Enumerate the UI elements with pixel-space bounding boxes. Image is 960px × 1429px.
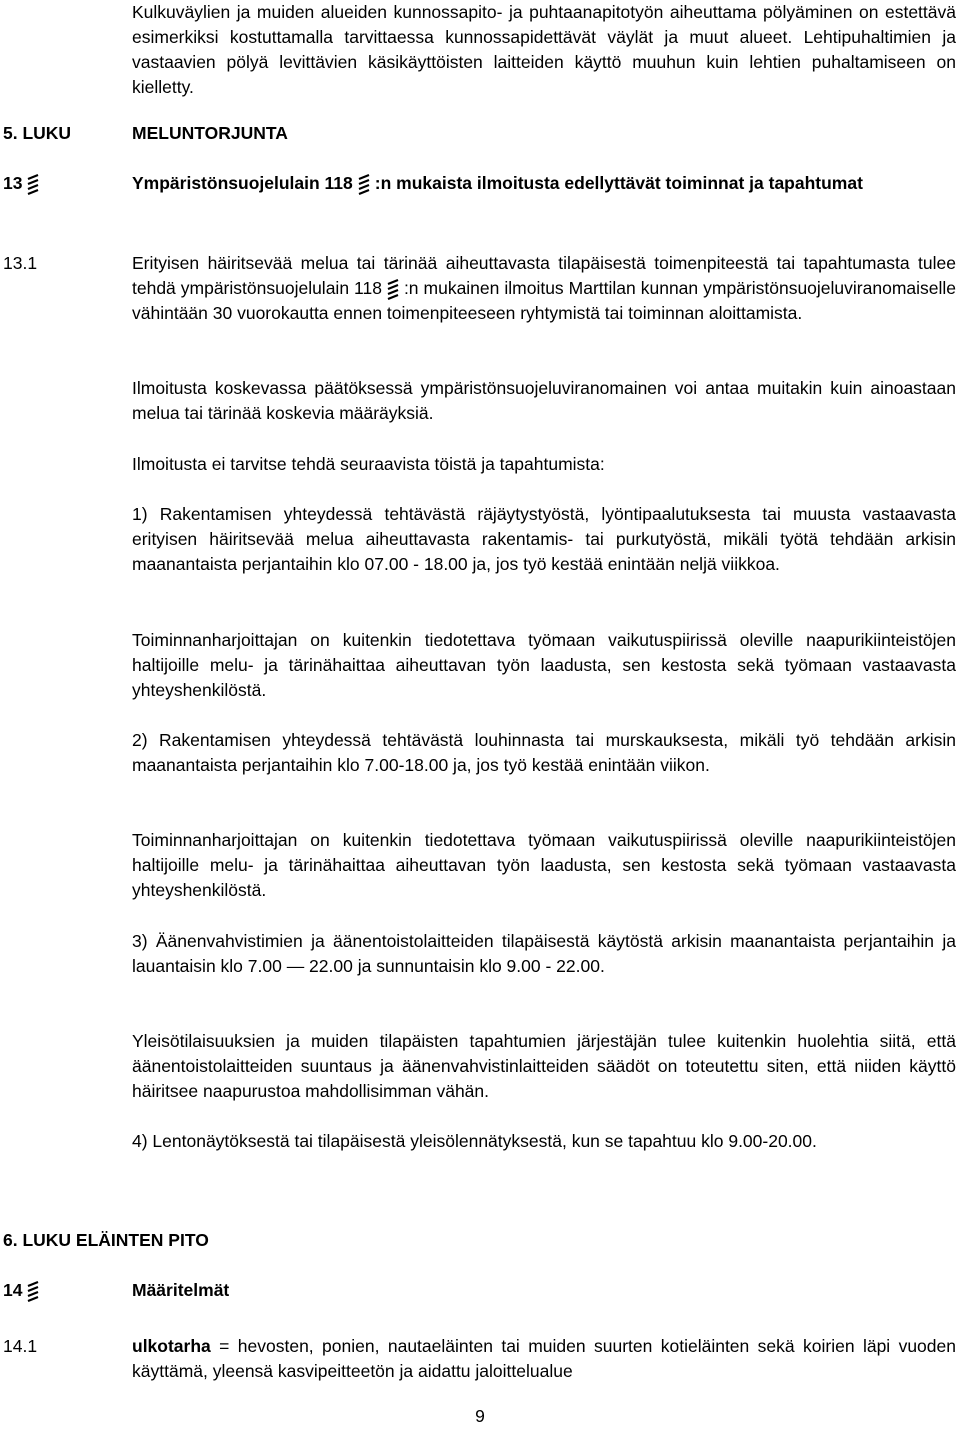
section-sign-icon: [26, 173, 40, 195]
section-title: Määritelmät: [132, 1280, 230, 1300]
subsection-number: 14.1: [3, 1336, 38, 1356]
list-item-1: 1) Rakentamisen yhteydessä tehtävästä räjäytystyöstä, lyöntipaalutuksesta tai muusta vastaavasta erityisen häiritsevää melua aiheuttavasta rakentamis- tai purkutyöstä, mikäli työtä tehdään arkisin maanantaista perjantaihin klo 07.00 - 18.00 ja, jos työ kestää enintään neljä viikkoa.: [132, 504, 956, 574]
section-number: 14: [3, 1278, 44, 1303]
paragraph-operator-notice-2: Toiminnanharjoittajan on kuitenkin tiedotettava työmaan vaikutuspiirissä oleville naapurikiinteistöjen haltijoille melu- ja tärinähaittaa aiheuttavan työn laadusta, sen kestosta sekä työmaan vastaavasta yhteyshenkilöstä.: [132, 830, 956, 900]
chapter-title: MELUNTORJUNTA: [132, 123, 288, 143]
paragraph-decision: Ilmoitusta koskevassa päätöksessä ympäristönsuojeluviranomainen voi antaa muitakin kuin ainoastaan melua tai tärinää koskevia määräyksiä.: [132, 378, 956, 423]
subsection-text: ulkotarha = hevosten, ponien, nautaeläinten tai muiden suurten kotieläinten sekä koirien läpi vuoden käyttämä, yleensä kasvipeitteetön ja aidattu jaloittelualue: [132, 1336, 956, 1381]
subsection-text: Erityisen häiritsevää melua tai tärinää aiheuttavasta tilapäisestä toimenpiteestä tai tapahtumasta tulee tehdä ympäristönsuojelulain 118 :n mukainen ilmoitus Marttilan kunnan ympäristönsuojeluviranomaiselle vähintään 30 vuorokautta ennen toimenpiteeseen ryhtymistä tai toiminnan aloittamista.: [132, 253, 957, 323]
intro-paragraph: Kulkuväylien ja muiden alueiden kunnossapito- ja puhtaanapitotyön aiheuttama pölyäminen on estettävä esimerkiksi kostuttamalla tarvittaessa kunnossapidettävät väylät ja muut alueet. Lehtipuhaltimien ja vastaavien pölyä levittävien käsikäyttöisten laitteiden käyttö muuhun kuin lehtien puhaltamiseen on kielletty.: [132, 2, 956, 97]
section-sign-icon: [386, 278, 400, 300]
paragraph-events: Yleisötilaisuuksien ja muiden tilapäisten tapahtumien järjestäjän tulee kuitenkin huolehtia siitä, että äänentoistolaitteiden suuntaus ja äänenvahvistinlaitteiden säädöt on toteutettu siten, että niiden käyttö häiritsee naapurustoa mahdollisimman vähän.: [132, 1031, 956, 1101]
subsection-number: 13.1: [3, 253, 38, 273]
chapter-heading: 6. LUKU ELÄINTEN PITO: [3, 1230, 209, 1250]
page-number: 9: [475, 1406, 485, 1426]
section-sign-icon: [357, 173, 371, 195]
defined-term: ulkotarha: [132, 1336, 211, 1356]
section-number: 13: [3, 171, 44, 196]
list-item-4: 4) Lentonäytöksestä tai tilapäisestä yleisölennätyksestä, kun se tapahtuu klo 9.00-20.00.: [132, 1131, 817, 1151]
list-item-2: 2) Rakentamisen yhteydessä tehtävästä louhinnasta tai murskauksesta, mikäli työ tehdään arkisin maanantaista perjantaihin klo 7.00-18.00 ja, jos työ kestää enintään viikon.: [132, 730, 956, 775]
paragraph-exemptions: Ilmoitusta ei tarvitse tehdä seuraavista töistä ja tapahtumista:: [132, 454, 605, 474]
chapter-number: 5. LUKU: [3, 123, 72, 143]
section-title: Ympäristönsuojelulain 118 :n mukaista ilmoitusta edellyttävät toiminnat ja tapahtumat: [132, 173, 863, 193]
section-sign-icon: [26, 1280, 40, 1302]
list-item-3: 3) Äänenvahvistimien ja äänentoistolaitteiden tilapäisestä käytöstä arkisin maanantaista perjantaihin ja lauantaisin klo 7.00 — 22.00 ja sunnuntaisin klo 9.00 - 22.00.: [132, 931, 956, 976]
paragraph-operator-notice-1: Toiminnanharjoittajan on kuitenkin tiedotettava työmaan vaikutuspiirissä oleville naapurikiinteistöjen haltijoille melu- ja tärinähaittaa aiheuttavan työn laadusta, sen kestosta sekä työmaan vastaavasta yhteyshenkilöstä.: [132, 630, 956, 700]
